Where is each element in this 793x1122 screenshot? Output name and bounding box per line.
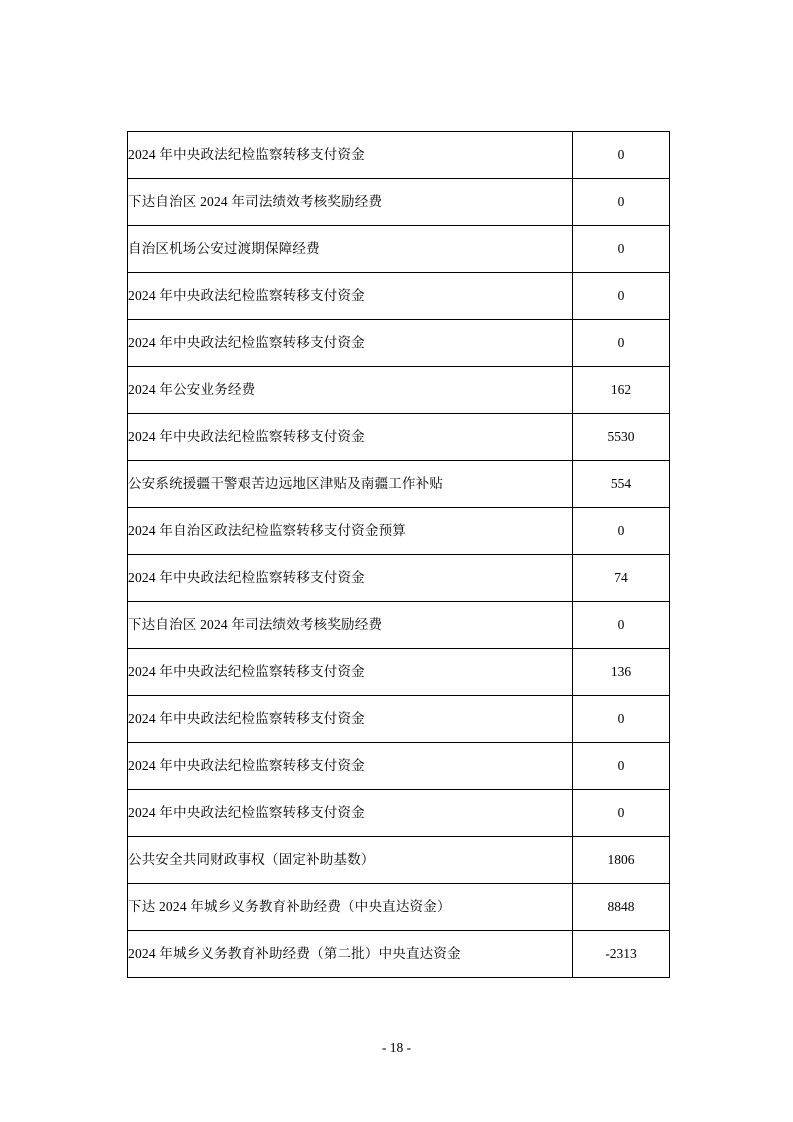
table-row — [128, 837, 670, 884]
table-row — [128, 743, 670, 790]
table-cell-value: 0 — [573, 226, 670, 273]
table-row — [128, 414, 670, 461]
table-cell-item: 2024 年中央政法纪检监察转移支付资金 — [128, 696, 573, 743]
table-row — [128, 179, 670, 226]
table-cell-value: 5530 — [573, 414, 670, 461]
table-cell-value: 554 — [573, 461, 670, 508]
table-cell-item: 下达自治区 2024 年司法绩效考核奖励经费 — [128, 179, 573, 226]
table-row — [128, 555, 670, 602]
table-cell-value: 0 — [573, 132, 670, 179]
table-cell-item: 下达自治区 2024 年司法绩效考核奖励经费 — [128, 602, 573, 649]
table-row — [128, 884, 670, 931]
table-cell-value: 0 — [573, 320, 670, 367]
table-row — [128, 320, 670, 367]
table-row — [128, 273, 670, 320]
table-cell-value: 136 — [573, 649, 670, 696]
budget-table-container — [127, 131, 667, 978]
table-cell-item: 下达 2024 年城乡义务教育补助经费（中央直达资金） — [128, 884, 573, 931]
table-cell-item: 2024 年中央政法纪检监察转移支付资金 — [128, 132, 573, 179]
table-cell-item: 自治区机场公安过渡期保障经费 — [128, 226, 573, 273]
table-cell-value: 0 — [573, 179, 670, 226]
table-cell-item: 公安系统援疆干警艰苦边远地区津贴及南疆工作补贴 — [128, 461, 573, 508]
table-cell-item: 2024 年中央政法纪检监察转移支付资金 — [128, 273, 573, 320]
table-row — [128, 931, 670, 978]
table-cell-item: 2024 年中央政法纪检监察转移支付资金 — [128, 790, 573, 837]
table-cell-item: 2024 年中央政法纪检监察转移支付资金 — [128, 555, 573, 602]
table-cell-item: 2024 年中央政法纪检监察转移支付资金 — [128, 414, 573, 461]
table-cell-value: 162 — [573, 367, 670, 414]
table-row — [128, 461, 670, 508]
table-cell-value: 0 — [573, 696, 670, 743]
table-cell-value: 0 — [573, 602, 670, 649]
table-cell-item: 2024 年中央政法纪检监察转移支付资金 — [128, 320, 573, 367]
table-cell-item: 2024 年城乡义务教育补助经费（第二批）中央直达资金 — [128, 931, 573, 978]
table-row — [128, 602, 670, 649]
table-row — [128, 649, 670, 696]
table-cell-value: 0 — [573, 273, 670, 320]
budget-table-body — [128, 132, 670, 978]
table-cell-value: 74 — [573, 555, 670, 602]
table-cell-item: 2024 年自治区政法纪检监察转移支付资金预算 — [128, 508, 573, 555]
table-cell-item: 2024 年中央政法纪检监察转移支付资金 — [128, 649, 573, 696]
table-row — [128, 226, 670, 273]
table-row — [128, 696, 670, 743]
table-row — [128, 790, 670, 837]
table-cell-value: 1806 — [573, 837, 670, 884]
table-row — [128, 508, 670, 555]
table-cell-value: 0 — [573, 508, 670, 555]
table-cell-value: 8848 — [573, 884, 670, 931]
table-cell-item: 2024 年公安业务经费 — [128, 367, 573, 414]
table-cell-value: 0 — [573, 790, 670, 837]
page-number: - 18 - — [381, 1040, 412, 1055]
table-cell-item: 2024 年中央政法纪检监察转移支付资金 — [128, 743, 573, 790]
table-cell-value: -2313 — [573, 931, 670, 978]
table-cell-value: 0 — [573, 743, 670, 790]
table-row — [128, 132, 670, 179]
table-cell-item: 公共安全共同财政事权（固定补助基数） — [128, 837, 573, 884]
budget-table — [127, 131, 670, 978]
table-row — [128, 367, 670, 414]
